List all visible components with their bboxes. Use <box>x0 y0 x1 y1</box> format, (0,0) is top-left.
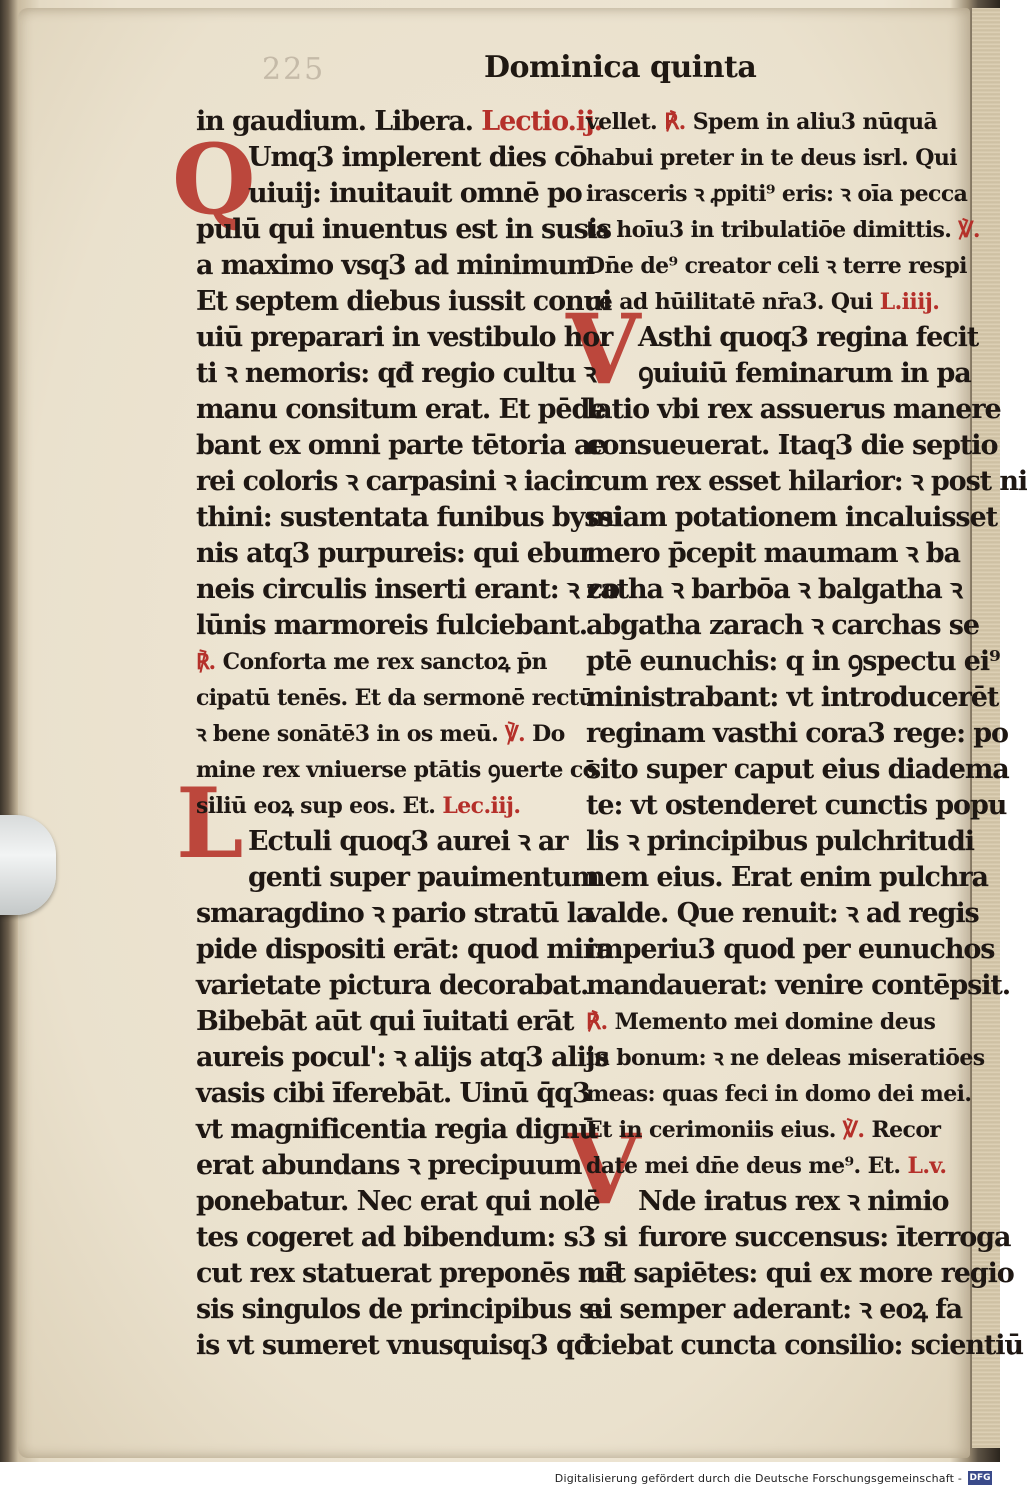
text-line <box>196 1292 612 1328</box>
body-text: ta hoīu3 in tribulatiōe dimittis. <box>586 217 959 243</box>
text-line <box>196 896 593 932</box>
text-line <box>586 1292 963 1328</box>
body-text: vt magnificentia regia dignū <box>196 1114 598 1145</box>
text-line <box>196 860 599 896</box>
body-text: ce ad hūilitatē nr̄a3. Qui <box>586 289 880 315</box>
initial-capital-l: L <box>176 767 244 880</box>
text-line <box>586 248 967 284</box>
text-column-right <box>586 104 1027 1364</box>
text-line <box>586 1220 1011 1256</box>
text-line <box>196 932 613 968</box>
text-line <box>586 1184 949 1220</box>
text-line <box>586 1076 972 1112</box>
text-line <box>586 536 960 572</box>
body-text: Spem in aliu3 nūquā <box>685 109 938 135</box>
text-line <box>586 392 1001 428</box>
body-text: Nde iratus rex ꝛ nimio <box>638 1186 949 1217</box>
text-line <box>586 1004 936 1040</box>
text-line <box>196 104 602 140</box>
body-text: pulū qui inuentus est in susis <box>196 214 612 245</box>
body-text: latio vbi rex assuerus manere <box>586 394 1001 425</box>
text-line <box>196 644 572 680</box>
folio-number: 225 <box>262 52 326 87</box>
body-text: in bonum: ꝛ ne deleas miseratiōes <box>586 1045 985 1071</box>
body-text: ponebatur. Nec erat qui nolē <box>196 1186 600 1217</box>
text-line <box>586 176 968 212</box>
text-line <box>196 428 607 464</box>
text-line <box>196 1112 598 1148</box>
text-line <box>196 176 582 212</box>
text-line <box>196 500 622 536</box>
text-line <box>586 752 1009 788</box>
body-text: ꝛ bene sonātē3 in os meū. <box>196 721 506 747</box>
rubric-text: ℣. <box>505 721 526 747</box>
body-text: mandauerat: venire contēpsit. <box>586 970 1011 1001</box>
body-text: Et septem diebus iussit conui <box>196 286 612 317</box>
initial-capital-q: Q <box>172 123 256 236</box>
body-text: Dn̄e de⁹ creator celi ꝛ terre respi <box>586 253 967 279</box>
text-line <box>196 392 606 428</box>
funding-credit: Digitalisierung gefördert durch die Deutsche Forschungsgemeinschaft - <box>554 1472 962 1485</box>
text-line <box>586 320 979 356</box>
text-line <box>586 680 999 716</box>
body-text: cum rex esset hilarior: ꝛ post ni <box>586 466 1027 497</box>
text-line <box>586 140 958 176</box>
body-text: furore succensus: īterroga <box>638 1222 1011 1253</box>
body-text: lūnis marmoreis fulciebant. <box>196 610 588 641</box>
rubric-text: ℣. <box>842 1117 865 1143</box>
text-line <box>196 788 572 824</box>
initial-capital-v-second: V <box>566 1113 641 1226</box>
rubric-text: ℟. <box>196 649 223 675</box>
initial-capital-v: V <box>566 293 641 406</box>
body-text: Asthi quoq3 regina fecit <box>638 322 979 353</box>
dfg-logo: DFG <box>969 1473 991 1483</box>
text-line <box>196 140 587 176</box>
text-line <box>586 716 1008 752</box>
rubric-text: ℣. <box>958 217 980 243</box>
text-line <box>586 356 971 392</box>
text-line <box>196 1148 582 1184</box>
body-text: genti super pauimentum <box>248 862 599 893</box>
body-text: abgatha zarach ꝛ carchas se <box>586 610 979 641</box>
text-line <box>586 212 980 248</box>
body-text: mine rex vniuerse ptātis ꝯuerte cō <box>196 757 597 783</box>
body-text: erat abundans ꝛ precipuum <box>196 1150 582 1181</box>
text-line <box>196 1256 622 1292</box>
text-line <box>196 968 589 1004</box>
body-text: siliū eoꝝ sup eos. Et. <box>196 793 443 819</box>
text-line <box>586 464 1027 500</box>
text-line <box>586 644 1000 680</box>
body-text: irasceris ꝛ ꝓpiti⁹ eris: ꝛ oīa pecca <box>586 181 968 207</box>
body-text: uit sapiētes: qui ex more regio <box>586 1258 1014 1289</box>
text-line <box>196 572 620 608</box>
body-text: Et in cerimoniis eius. <box>586 1117 843 1143</box>
rubric-text: ℟. <box>664 109 686 135</box>
text-line <box>586 860 988 896</box>
text-line <box>196 284 612 320</box>
body-text: neis circulis inserti erant: ꝛ co <box>196 574 620 605</box>
text-line <box>586 104 938 140</box>
body-text: cut rex statuerat preponēs mē <box>196 1258 622 1289</box>
text-line <box>196 1076 590 1112</box>
body-text: vellet. <box>586 109 665 135</box>
text-line <box>196 680 594 716</box>
text-line <box>586 788 1007 824</box>
body-text: pide dispositi erāt: quod mira <box>196 934 613 965</box>
body-text: ti ꝛ nemoris: qđ regio cultu ꝛ <box>196 358 596 389</box>
text-line <box>196 1220 627 1256</box>
body-text: thini: sustentata funibus byssi <box>196 502 622 533</box>
body-text: imperiu3 quod per eunuchos <box>586 934 995 965</box>
body-text: ꝯuiuiū feminarum in pa <box>638 358 971 389</box>
body-text: ei semper aderant: ꝛ eoꝝ fa <box>586 1294 963 1325</box>
body-text: ptē eunuchis: q in ꝯspectu ei⁹ <box>586 646 1000 677</box>
body-text: Ectuli quoq3 aurei ꝛ ar <box>248 826 568 857</box>
text-line <box>196 320 613 356</box>
body-text: bant ex omni parte tētoria ae <box>196 430 607 461</box>
body-text: valde. Que renuit: ꝛ ad regis <box>586 898 979 929</box>
body-text: aureis pocul': ꝛ alijs atq3 alijs <box>196 1042 609 1073</box>
text-line <box>586 968 1011 1004</box>
rubric-text: L.v. <box>907 1153 947 1179</box>
text-line <box>196 608 588 644</box>
body-text: sis singulos de principibus su <box>196 1294 612 1325</box>
body-text: uiū preparari in vestibulo hor <box>196 322 613 353</box>
rubric-text: L.iiij. <box>879 289 940 315</box>
text-line <box>196 248 595 284</box>
body-text: meas: quas feci in domo dei mei. <box>586 1081 972 1107</box>
body-text: is vt sumeret vnusquisq3 qđ <box>196 1330 592 1361</box>
body-text: in gaudium. Libera. <box>196 106 482 137</box>
rubric-text: Lec.iij. <box>442 793 521 819</box>
text-line <box>196 824 572 860</box>
body-text: vasis cibi īferebāt. Uinū q̄q3 <box>196 1078 590 1109</box>
text-line <box>586 608 979 644</box>
body-text: reginam vasthi cora3 rege: po <box>586 718 1008 749</box>
text-line <box>196 1328 592 1364</box>
body-text: nis atq3 purpureis: qui ebur <box>196 538 593 569</box>
body-text: consueuerat. Itaq3 die septio <box>586 430 998 461</box>
text-line <box>196 1184 600 1220</box>
body-text: sito super caput eius diadema <box>586 754 1009 785</box>
body-text: a maximo vsq3 ad minimum <box>196 250 595 281</box>
text-line <box>586 572 962 608</box>
body-text: date mei dn̄e deus me⁹. Et. <box>586 1153 908 1179</box>
footer-bar <box>0 1462 1000 1496</box>
text-line <box>586 1328 1023 1364</box>
body-text: lis ꝛ principibus pulchritudi <box>586 826 974 857</box>
text-line <box>586 896 979 932</box>
text-line <box>586 824 974 860</box>
text-line <box>196 356 596 392</box>
body-text: varietate pictura decorabat. <box>196 970 589 1001</box>
text-line <box>196 1040 609 1076</box>
text-line <box>586 1112 941 1148</box>
body-text: Recor <box>864 1117 941 1143</box>
body-text: rei coloris ꝛ carpasini ꝛ iacin <box>196 466 593 497</box>
body-text: ministrabant: vt introducerēt <box>586 682 999 713</box>
text-line <box>196 716 572 752</box>
text-line <box>586 1148 947 1184</box>
body-text: habui preter in te deus isrl. Qui <box>586 145 958 171</box>
body-text: Conforta me rex sanctoꝝ p̄n <box>222 649 547 675</box>
body-text: mero p̄cepit maumam ꝛ ba <box>586 538 960 569</box>
body-text: smaragdino ꝛ pario stratū la <box>196 898 593 929</box>
text-line <box>196 752 597 788</box>
text-line <box>196 464 593 500</box>
body-text: Umq3 implerent dies cō <box>248 142 587 173</box>
rubric-text: ℟. <box>586 1009 615 1035</box>
body-text: ciebat cuncta consilio: scientiū <box>586 1330 1023 1361</box>
text-line <box>586 284 940 320</box>
text-line <box>196 536 593 572</box>
body-text: Do <box>525 721 565 747</box>
text-line <box>586 932 995 968</box>
rubric-text: Lectio.ij. <box>481 106 602 137</box>
text-line <box>586 428 998 464</box>
text-line <box>586 1256 1014 1292</box>
body-text: Bibebāt aūt qui īuitati erāt <box>196 1006 574 1037</box>
text-line <box>196 1004 572 1040</box>
text-line <box>586 1040 985 1076</box>
text-line <box>196 212 612 248</box>
body-text: manu consitum erat. Et pēde <box>196 394 606 425</box>
body-text: tes cogeret ad bibendum: s3 si <box>196 1222 627 1253</box>
body-text: Memento mei domine deus <box>614 1009 936 1035</box>
body-text: miam potationem incaluisset <box>586 502 997 533</box>
body-text: zatha ꝛ barbōa ꝛ balgatha ꝛ <box>586 574 962 605</box>
body-text: uiuij: inuitauit omnē po <box>248 178 582 209</box>
body-text: nem eius. Erat enim pulchra <box>586 862 988 893</box>
text-line <box>586 500 997 536</box>
body-text: cipatū tenēs. Et da sermonē rectū <box>196 685 594 711</box>
running-head: Dominica quinta <box>484 50 757 85</box>
body-text: te: vt ostenderet cunctis popu <box>586 790 1007 821</box>
